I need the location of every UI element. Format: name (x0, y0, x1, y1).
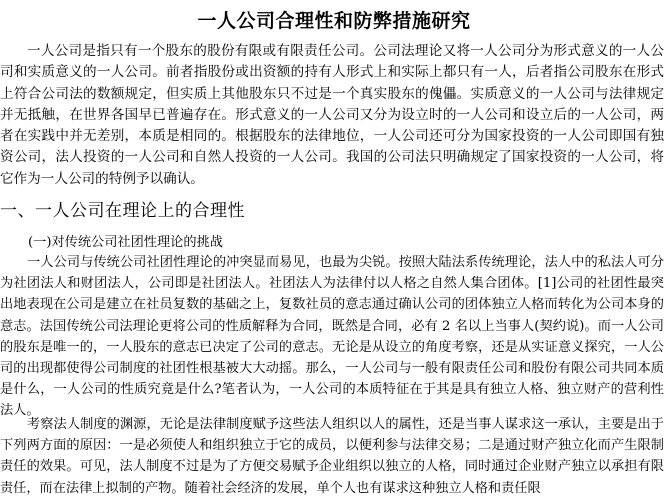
section-heading-theory: 一、一人公司在理论上的合理性 (0, 201, 245, 221)
theory-paragraph: 一人公司与传统公司社团性理论的冲突显而易见，也最为尖锐。按照大陆法系传统理论，法人中的私法人可分为社团法人和财团法人，公司即是社团法人。社团法人为法律付以人格之自然人集合团体。[1]公司的社团性最突出地表现在公司是建立在社员复数的基础之上，复数社员的意志通过确认公司的团体独立人格而转化为公司本身的意志。法国传统公司法理论更将公司的性质解释为合同，既然是合同，必有 2 名以上当事人(契约说)。而一人公司的股东是唯一的，一人股东的意志已决定了公司的意志。无论是从设立的角度考察，还是从实证意义探究，一人公司的出现都使得公司制度的社团性根基被大大动摇。那么，一人公司与一般有限责任公司和股份有限公司共同本质是什么，一人公司的性质究竟是什么?笔者认为，一人公司的本质特征在于其是具有独立人格、独立财产的营利性法人。 (0, 255, 664, 419)
intro-paragraph: 一人公司是指只有一个股东的股份有限或有限责任公司。公司法理论又将一人公司分为形式意义的一人公司和实质意义的一人公司。前者指股份或出资额的持有人形式上和实际上都只有一人，后者指公司股东在形式上符合公司法的数额规定，但实质上其他股东只不过是一个真实股东的傀儡。实质意义的一人公司与法律规定并无抵触，在世界各国早已普遍存在。形式意义的一人公司又分为设立时的一人公司和设立后的一人公司，两者在实践中并无差别，本质是相同的。根据股东的法律地位，一人公司还可分为国家投资的一人公司即国有独资公司，法人投资的一人公司和自然人投资的一人公司。我国的公司法只明确规定了国家投资的一人公司，将它作为一人公司的特例予以确认。 (0, 43, 664, 187)
subsection-heading-social-theory: (一)对传统公司社团性理论的挑战 (28, 235, 223, 250)
legal-person-paragraph: 考察法人制度的渊源，无论是法律制度赋予这些法人组织以人的属性，还是当事人谋求这一承认，主要是出于下列两方面的原因：一是必须使人和组织独立于它的成员，以便利参与法律交易；二是通过财产独立化而产生限制责任的效果。可见，法人制度不过是为了方便交易赋予企业组织以独立的人格，同时通过企业财产独立以承担有限责任，而在法律上拟制的产物。随着社会经济的发展，单个人也有谋求这种独立人格和责任限 (0, 417, 664, 496)
document-title: 一人公司合理性和防弊措施研究 (197, 10, 471, 32)
